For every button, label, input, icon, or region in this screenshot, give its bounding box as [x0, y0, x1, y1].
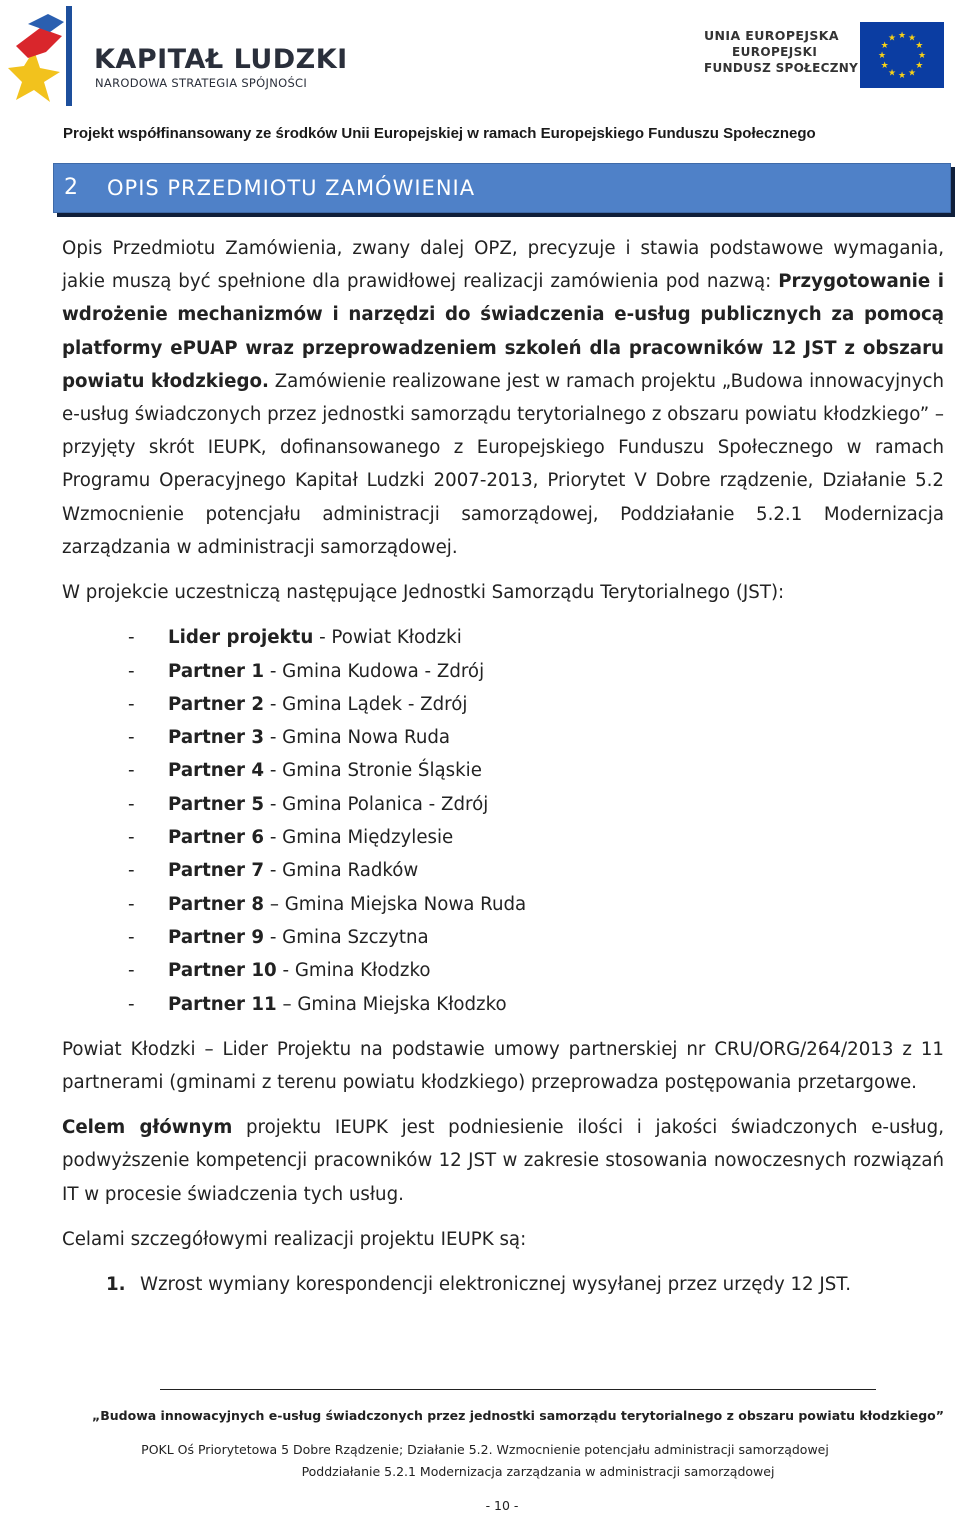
partner-role: Partner 5 [168, 793, 265, 815]
list-dash: - [128, 926, 135, 948]
partner-role: Partner 8 [168, 893, 265, 915]
partner-separator: - [264, 793, 283, 815]
goals-list [106, 1268, 944, 1301]
eu-star-icon: ★ [915, 40, 924, 50]
eu-line-2: EUROPEJSKI [732, 45, 818, 59]
eu-star-icon: ★ [897, 30, 907, 40]
partner-role: Partner 10 [168, 960, 277, 982]
eu-star-icon: ★ [877, 50, 887, 60]
list-dash: - [128, 893, 135, 915]
section-heading [53, 163, 951, 213]
goal-paragraph [62, 1111, 944, 1211]
partner-role: Partner 3 [168, 727, 265, 749]
footer-project-title: „Budowa innowacyjnych e-usług świadczonych przez jednostki samorządu terytorialnego z obszaru powiatu kłodzkiego” [92, 1408, 944, 1423]
eu-star-icon: ★ [887, 32, 897, 43]
partner-name: Gmina Miejska Nowa Ruda [284, 893, 527, 915]
partner-separator: – [276, 993, 298, 1015]
partner-name: Gmina Lądek - Zdrój [282, 693, 468, 715]
partner-list [128, 621, 944, 1021]
partner-separator: - [313, 627, 332, 649]
partner-role: Partner 1 [168, 660, 265, 682]
partner-role: Partner 2 [168, 693, 265, 715]
partner-separator: - [264, 693, 283, 715]
goal-item-text: Wzrost wymiany korespondencji elektronicznej wysyłanej przez urzędy 12 JST. [140, 1274, 852, 1296]
list-item [128, 721, 944, 754]
partner-role: Partner 11 [168, 993, 277, 1015]
list-dash: - [128, 960, 135, 982]
list-dash: - [128, 727, 135, 749]
list-item [128, 954, 944, 987]
eu-star-icon: ★ [917, 50, 927, 60]
eu-star-icon: ★ [887, 67, 897, 78]
list-dash: - [128, 627, 135, 649]
cofinancing-note: Projekt współfinansowany ze środków Unii Europejskiej w ramach Europejskiego Funduszu Społecznego [63, 125, 816, 142]
intro-paragraph [62, 232, 944, 564]
list-item [106, 1268, 944, 1301]
list-item [128, 655, 944, 688]
goal-number: 1. [106, 1274, 126, 1296]
list-item [128, 921, 944, 954]
list-dash: - [128, 860, 135, 882]
list-item [128, 988, 944, 1021]
list-item [128, 821, 944, 854]
partner-name: Gmina Kudowa - Zdrój [282, 660, 485, 682]
partner-name: Gmina Polanica - Zdrój [282, 793, 489, 815]
eu-line-3: FUNDUSZ SPOŁECZNY [704, 61, 859, 75]
page-number: - 10 - [485, 1498, 519, 1513]
eu-star-icon: ★ [907, 67, 917, 78]
partner-name: Gmina Nowa Ruda [282, 727, 451, 749]
partner-separator: - [264, 827, 283, 849]
list-dash: - [128, 760, 135, 782]
list-dash: - [128, 827, 135, 849]
list-item [128, 788, 944, 821]
leader-paragraph: Powiat Kłodzki – Lider Projektu na podstawie umowy partnerskiej nr CRU/ORG/264/2013 z 11 partnerami (gminami z terenu powiatu kłodzkiego) przeprowadza postępowania przetargowe. [62, 1038, 944, 1093]
partner-name: Gmina Międzylesie [282, 827, 454, 849]
eu-logo [700, 22, 950, 94]
list-item [128, 621, 944, 654]
partner-name: Gmina Miejska Kłodzko [297, 993, 507, 1015]
partner-role: Lider projektu [168, 627, 314, 649]
logo-title: KAPITAŁ LUDZKI [94, 44, 348, 75]
intro-start: Opis Przedmiotu Zamówienia, zwany dalej OPZ, precyzuje i stawia podstawowe wymagania, jakie muszą być spełnione dla prawidłowej realizacji zamówienia pod nazwą: [62, 238, 944, 293]
partner-role: Partner 4 [168, 760, 265, 782]
partner-separator: - [276, 960, 295, 982]
eu-star-icon: ★ [880, 40, 889, 50]
footer-rule [160, 1389, 876, 1390]
partner-separator: - [264, 760, 283, 782]
partner-role: Partner 9 [168, 926, 265, 948]
eu-star-icon: ★ [880, 60, 889, 70]
eu-star-icon: ★ [915, 60, 924, 70]
partner-role: Partner 7 [168, 860, 265, 882]
eu-line-1: UNIA EUROPEJSKA [704, 28, 839, 43]
partner-separator: - [264, 926, 283, 948]
partner-separator: - [264, 727, 283, 749]
section-title: OPIS PRZEDMIOTU ZAMÓWIENIA [107, 176, 476, 200]
list-item [128, 688, 944, 721]
partner-name: Powiat Kłodzki [331, 627, 462, 649]
partner-separator: - [264, 860, 283, 882]
partner-separator: – [264, 893, 285, 915]
document-body [62, 232, 944, 1301]
goal-label: Celem głównym [62, 1117, 233, 1139]
partner-separator: - [264, 660, 283, 682]
list-dash: - [128, 660, 135, 682]
footer-line-2: Poddziałanie 5.2.1 Modernizacja zarządzania w administracji samorządowej [301, 1464, 775, 1479]
list-dash: - [128, 993, 135, 1015]
contract-name: Przygotowanie i wdrożenie mechanizmów i narzędzi do świadczenia e-usług publicznych za pomocą platformy ePUAP wraz przeprowadzeniem szkoleń dla pracowników 12 JST z obszaru powiatu kłodzkiego. [62, 271, 944, 392]
eu-logo-text [704, 28, 858, 76]
kapital-ludzki-logo [6, 6, 348, 106]
list-dash: - [128, 693, 135, 715]
list-dash: - [128, 793, 135, 815]
eu-star-icon: ★ [897, 70, 907, 80]
footer-line-1: POKL Oś Priorytetowa 5 Dobre Rządzenie; Działanie 5.2. Wzmocnienie potencjału administracji samorządowej [141, 1442, 829, 1457]
section-number: 2 [64, 175, 78, 200]
partner-name: Gmina Szczytna [282, 926, 429, 948]
list-item [128, 854, 944, 887]
partner-name: Gmina Kłodzko [294, 960, 431, 982]
list-item [128, 888, 944, 921]
list-item [128, 754, 944, 787]
logo-subtitle: NARODOWA STRATEGIA SPÓJNOŚCI [95, 76, 308, 90]
goal-text: projektu IEUPK jest podniesienie ilości i jakości świadczonych e-usług, podwyższenie kompetencji pracowników 12 JST w zakresie stosowania nowoczesnych rozwiązań IT w procesie świadczenia tych usług. [62, 1117, 945, 1205]
eu-flag-icon [860, 22, 944, 88]
jst-intro: W projekcie uczestniczą następujące Jednostki Samorządu Terytorialnego (JST): [62, 582, 785, 604]
partner-name: Gmina Stronie Śląskie [282, 760, 482, 782]
partner-role: Partner 6 [168, 827, 265, 849]
eu-star-icon: ★ [907, 32, 917, 43]
partner-name: Gmina Radków [282, 860, 419, 882]
kapital-ludzki-star-icon [6, 6, 76, 106]
intro-rest: Zamówienie realizowane jest w ramach projektu „Budowa innowacyjnych e-usług świadczonych przez jednostki samorządu terytorialnego z obszaru powiatu kłodzkiego” – przyjęty skrót IEUPK, dofinansowanego z Europejskiego Funduszu Społecznego w ramach Programu Operacyjnego Kapitał Ludzki 2007-2013, Priorytet V Dobre rządzenie, Działanie 5.2 Wzmocnienie potencjału administracji samorządowej, Poddziałanie 5.2.1 Modernizacja zarządzania w administracji samorządowej. [62, 370, 945, 558]
goals-intro: Celami szczegółowymi realizacji projektu IEUPK są: [62, 1228, 527, 1250]
